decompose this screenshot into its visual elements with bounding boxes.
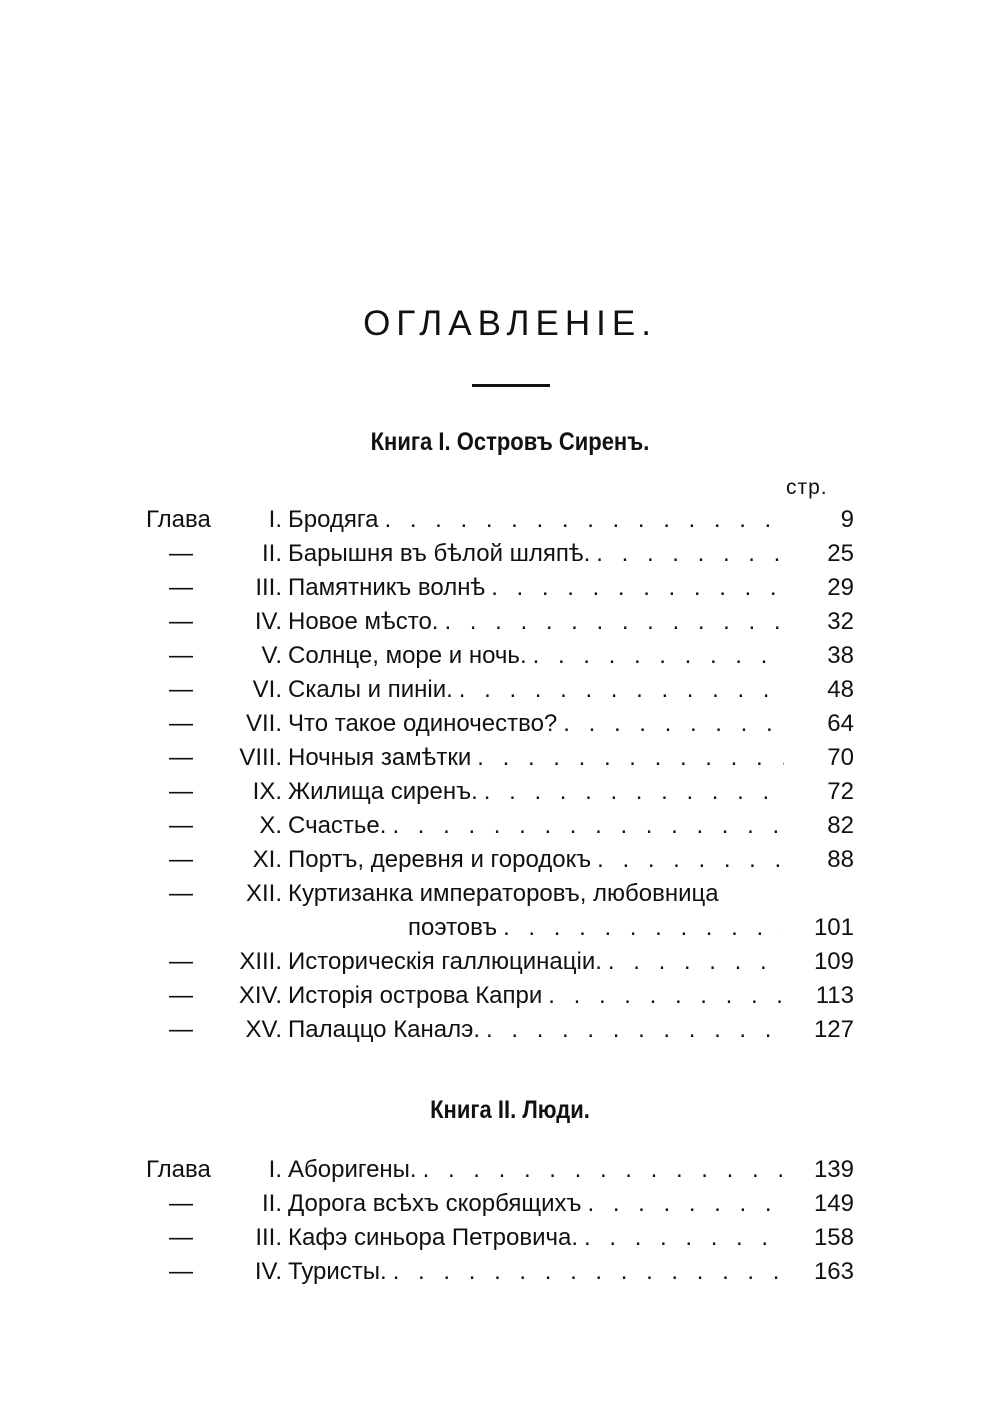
toc-entry[interactable] bbox=[146, 571, 854, 605]
chapter-title: Куртизанка императоровъ, любовница bbox=[288, 880, 719, 907]
chapter-title: Памятникъ волнѣ bbox=[288, 574, 486, 601]
dot-leader bbox=[471, 741, 784, 775]
toc-entry[interactable] bbox=[146, 537, 854, 571]
chapter-title: Исторія острова Капри bbox=[288, 982, 543, 1009]
chapter-title: Дорога всѣхъ скорбящихъ bbox=[288, 1190, 582, 1217]
chapter-numeral: IX. bbox=[252, 778, 282, 805]
chapter-label: — bbox=[169, 574, 193, 601]
chapter-label: — bbox=[169, 710, 193, 737]
toc-entry[interactable] bbox=[146, 843, 854, 877]
chapter-label: — bbox=[169, 880, 193, 907]
book-1-title: Книга I. Островъ Сиренъ. bbox=[370, 428, 650, 456]
chapter-title: Скалы и пиніи. bbox=[288, 676, 453, 703]
dot-leader bbox=[379, 503, 785, 537]
dot-leader bbox=[590, 537, 784, 571]
chapter-label: — bbox=[169, 1258, 193, 1285]
chapter-title: Бродяга bbox=[288, 506, 379, 533]
chapter-numeral: III. bbox=[255, 1224, 282, 1251]
chapter-numeral: II. bbox=[261, 1190, 282, 1217]
chapter-label: — bbox=[169, 812, 193, 839]
chapter-numeral: XII. bbox=[245, 880, 282, 907]
toc-entry[interactable] bbox=[146, 877, 854, 911]
chapter-label: — bbox=[169, 1016, 193, 1043]
chapter-title: Барышня въ бѣлой шляпѣ. bbox=[288, 540, 591, 567]
dot-leader bbox=[602, 945, 784, 979]
chapter-label: — bbox=[169, 540, 193, 567]
chapter-numeral: IV. bbox=[254, 1258, 282, 1285]
dot-leader bbox=[417, 1153, 784, 1187]
chapter-numeral: XV. bbox=[245, 1016, 282, 1043]
dot-leader bbox=[485, 571, 784, 605]
chapter-page: 9 bbox=[840, 506, 854, 533]
toc-entry[interactable] bbox=[146, 673, 854, 707]
chapter-title: Жилища сиренъ. bbox=[288, 778, 478, 805]
toc-entry[interactable] bbox=[146, 741, 854, 775]
chapter-page: 38 bbox=[827, 642, 854, 669]
book-2-chapter-list bbox=[146, 1153, 854, 1289]
chapter-numeral: IV. bbox=[254, 608, 282, 635]
dot-leader bbox=[542, 979, 784, 1013]
chapter-label: — bbox=[169, 1190, 193, 1217]
chapter-page: 32 bbox=[827, 608, 854, 635]
chapter-page: 113 bbox=[815, 982, 854, 1009]
dot-leader bbox=[578, 1221, 784, 1255]
chapter-page: 101 bbox=[813, 914, 854, 941]
chapter-title: Что такое одиночество? bbox=[288, 710, 558, 737]
chapter-label: Глава bbox=[146, 1156, 211, 1183]
chapter-numeral: X. bbox=[259, 812, 282, 839]
chapter-title: Счастье. bbox=[288, 812, 387, 839]
chapter-page: 70 bbox=[827, 744, 854, 771]
toc-entry[interactable] bbox=[146, 1221, 854, 1255]
book-1-chapter-list bbox=[146, 503, 854, 1047]
dot-leader bbox=[582, 1187, 785, 1221]
chapter-page: 127 bbox=[813, 1016, 854, 1043]
dot-leader bbox=[478, 775, 784, 809]
chapter-numeral: VI. bbox=[252, 676, 282, 703]
dot-leader bbox=[438, 605, 784, 639]
chapter-title: Ночныя замѣтки bbox=[288, 744, 472, 771]
chapter-page: 158 bbox=[813, 1224, 854, 1251]
chapter-label: — bbox=[169, 608, 193, 635]
chapter-numeral: V. bbox=[261, 642, 282, 669]
dot-leader bbox=[453, 673, 784, 707]
chapter-numeral: XIII. bbox=[239, 948, 282, 975]
toc-entry[interactable] bbox=[146, 945, 854, 979]
chapter-label: Глава bbox=[146, 506, 211, 533]
page-column-label: стр. bbox=[786, 476, 828, 499]
dot-leader bbox=[557, 707, 784, 741]
chapter-label: — bbox=[169, 744, 193, 771]
chapter-numeral: I. bbox=[268, 1156, 282, 1183]
chapter-page: 72 bbox=[827, 778, 854, 805]
page-title: ОГЛАВЛЕНIЕ. bbox=[363, 304, 657, 343]
chapter-numeral: XIV. bbox=[238, 982, 282, 1009]
chapter-page: 82 bbox=[827, 812, 854, 839]
chapter-page: 25 bbox=[827, 540, 854, 567]
chapter-title: Туристы. bbox=[288, 1258, 387, 1285]
chapter-numeral: VII. bbox=[245, 710, 282, 737]
chapter-numeral: I. bbox=[268, 506, 282, 533]
toc-entry[interactable] bbox=[146, 775, 854, 809]
chapter-page: 64 bbox=[827, 710, 854, 737]
chapter-label: — bbox=[169, 948, 193, 975]
toc-entry[interactable] bbox=[146, 809, 854, 843]
dot-leader bbox=[386, 809, 784, 843]
chapter-label: — bbox=[169, 778, 193, 805]
chapter-title: Кафэ синьора Петровича. bbox=[288, 1224, 579, 1251]
chapter-numeral: III. bbox=[255, 574, 282, 601]
toc-entry[interactable] bbox=[146, 503, 854, 537]
chapter-label: — bbox=[169, 642, 193, 669]
chapter-title-continuation: поэтовъ bbox=[408, 914, 498, 941]
chapter-page: 163 bbox=[813, 1258, 854, 1285]
chapter-numeral: XI. bbox=[252, 846, 282, 873]
dot-leader bbox=[497, 911, 784, 945]
dot-leader bbox=[591, 843, 784, 877]
chapter-label: — bbox=[169, 676, 193, 703]
chapter-page: 29 bbox=[827, 574, 854, 601]
chapter-label: — bbox=[169, 846, 193, 873]
book-2-title: Книга II. Люди. bbox=[430, 1096, 590, 1124]
toc-entry[interactable] bbox=[146, 605, 854, 639]
toc-entry[interactable] bbox=[146, 979, 854, 1013]
toc-entry[interactable] bbox=[146, 1013, 854, 1047]
chapter-page: 109 bbox=[813, 948, 854, 975]
chapter-label: — bbox=[169, 982, 193, 1009]
chapter-title: Портъ, деревня и городокъ bbox=[288, 846, 592, 873]
dot-leader bbox=[719, 877, 854, 911]
chapter-title: Солнце, море и ночь. bbox=[288, 642, 527, 669]
dot-leader bbox=[387, 1255, 784, 1289]
toc-entry[interactable] bbox=[146, 1255, 854, 1289]
toc-entry-continuation bbox=[146, 911, 854, 945]
chapter-title: Палаццо Каналэ. bbox=[288, 1016, 481, 1043]
dot-leader bbox=[527, 639, 784, 673]
chapter-title: Аборигены. bbox=[288, 1156, 417, 1183]
chapter-page: 88 bbox=[827, 846, 854, 873]
chapter-numeral: II. bbox=[261, 540, 282, 567]
toc-entry[interactable] bbox=[146, 1153, 854, 1187]
toc-entry[interactable] bbox=[146, 639, 854, 673]
chapter-label: — bbox=[169, 1224, 193, 1251]
toc-entry[interactable] bbox=[146, 1187, 854, 1221]
chapter-page: 139 bbox=[813, 1156, 854, 1183]
chapter-numeral: VIII. bbox=[239, 744, 282, 771]
chapter-title: Новое мѣсто. bbox=[288, 608, 439, 635]
title-divider bbox=[472, 384, 550, 387]
chapter-page: 149 bbox=[813, 1190, 854, 1217]
chapter-page: 48 bbox=[827, 676, 854, 703]
chapter-title: Историческія галлюцинаціи. bbox=[288, 948, 602, 975]
dot-leader bbox=[480, 1013, 784, 1047]
toc-entry[interactable] bbox=[146, 707, 854, 741]
